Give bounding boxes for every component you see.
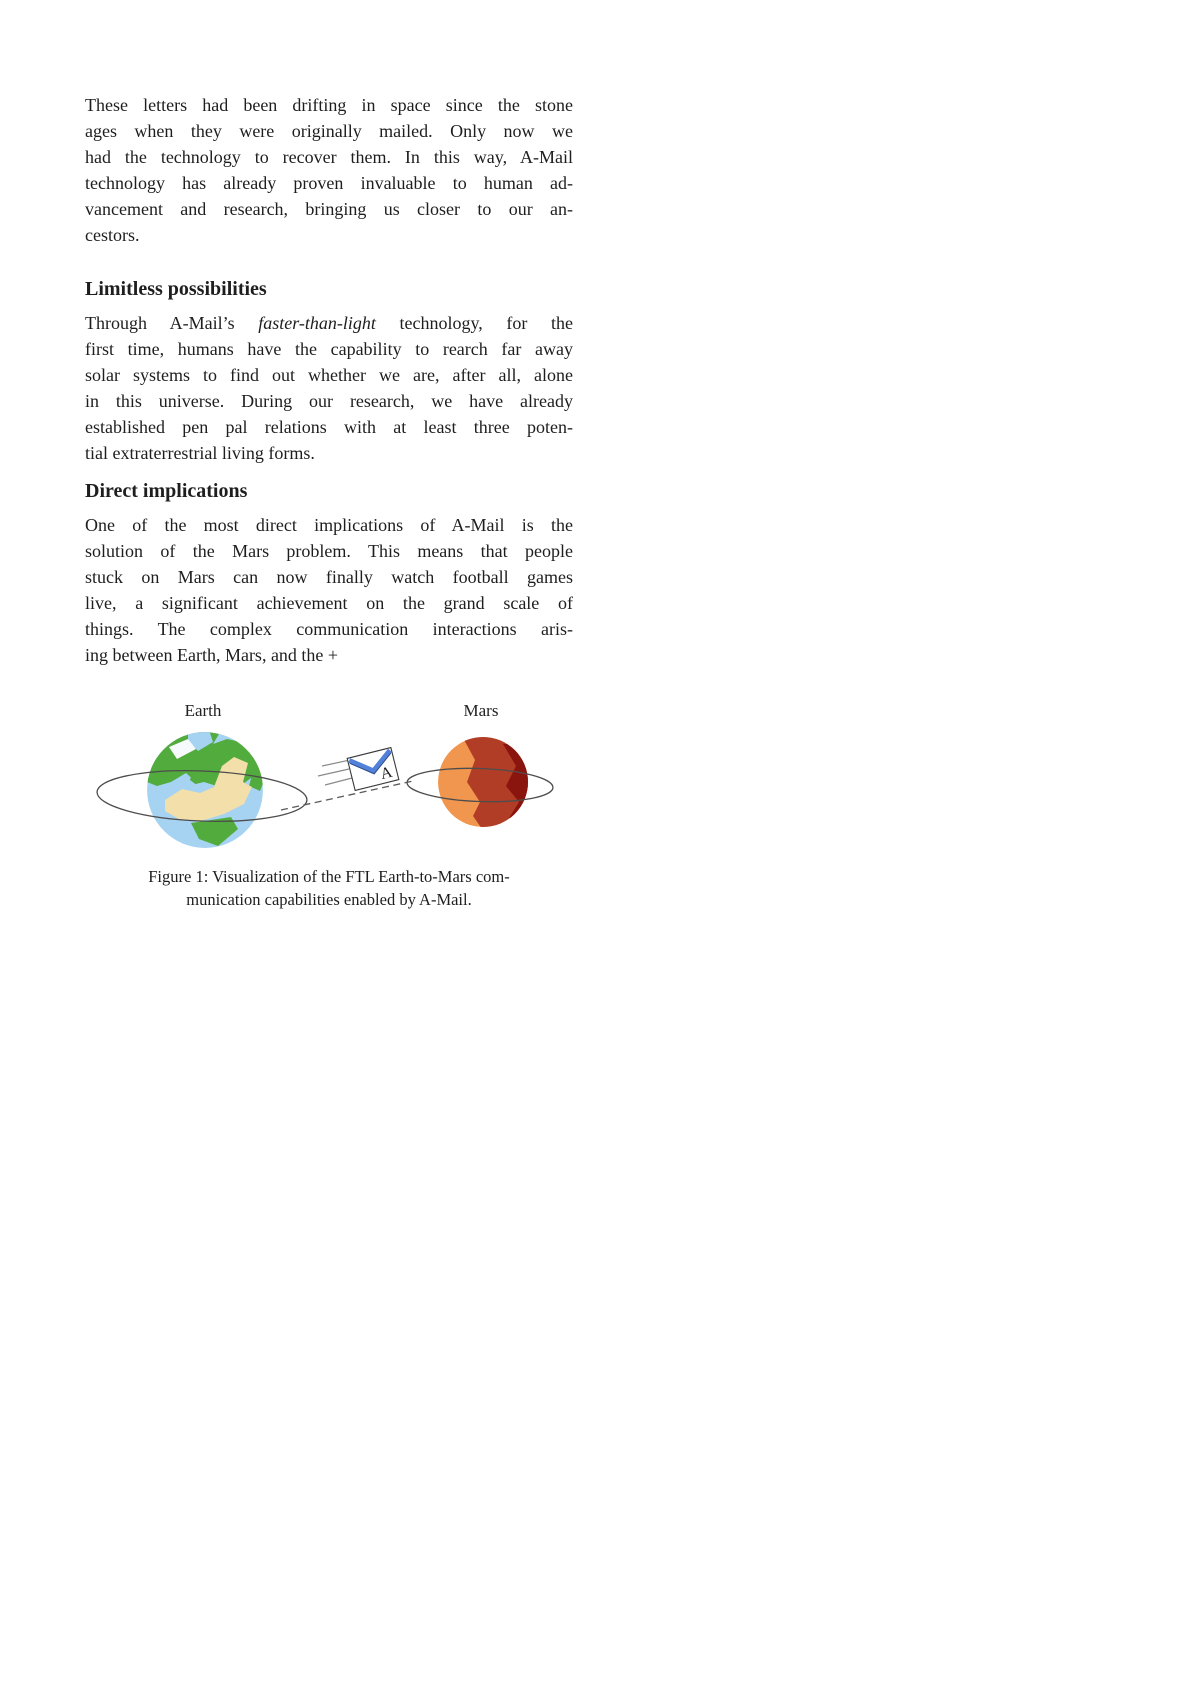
body-line: solution of the Mars problem. This means that people — [85, 541, 573, 561]
body-line: things. The complex communication interactions aris- — [85, 619, 573, 639]
body-line: had the technology to recover them. In this way, A-Mail — [85, 147, 573, 167]
body-line: live, a significant achievement on the grand scale of — [85, 593, 573, 613]
body-line: established pen pal relations with at least three poten- — [85, 417, 573, 437]
speed-lines-icon — [318, 760, 352, 785]
caption-line: Figure 1: Visualization of the FTL Earth-to-Mars com- — [148, 867, 510, 886]
trajectory-dashed-line — [281, 781, 413, 810]
italic-term: faster-than-light — [258, 313, 376, 333]
figure-caption — [85, 865, 573, 911]
body-line: One of the most direct implications of A-Mail is the — [85, 515, 573, 535]
earth-globe — [147, 727, 266, 848]
body-text: Through A-Mail’s — [85, 313, 259, 333]
heading-limitless-possibilities: Limitless possibilities — [85, 278, 267, 300]
body-line: cestors. — [85, 225, 140, 245]
intro-paragraph — [85, 92, 573, 248]
article-column — [85, 92, 573, 668]
body-line: in this universe. During our research, we have already — [85, 391, 573, 411]
mars-globe — [438, 736, 530, 829]
body-line: solar systems to find out whether we are, after all, alone — [85, 365, 573, 385]
limitless-paragraph — [85, 310, 573, 466]
body-line: vancement and research, bringing us closer to our an- — [85, 199, 573, 219]
envelope-letter: A — [378, 763, 395, 784]
figure-1 — [85, 690, 573, 911]
body-line: first time, humans have the capability to rearch far away — [85, 339, 573, 359]
body-line: technology has already proven invaluable to human ad- — [85, 173, 573, 193]
figure-1-illustration — [85, 690, 555, 865]
direct-paragraph — [85, 512, 573, 668]
earth-label: Earth — [184, 701, 222, 720]
body-line: tial extraterrestrial living forms. — [85, 443, 315, 463]
body-line: ing between Earth, Mars, and the + — [85, 645, 339, 665]
body-line: stuck on Mars can now finally watch football games — [85, 567, 573, 587]
body-line: These letters had been drifting in space since the stone — [85, 95, 573, 115]
caption-line: munication capabilities enabled by A-Mail. — [186, 890, 472, 909]
body-text: technology, for the — [375, 313, 573, 333]
envelope-icon — [347, 748, 399, 791]
heading-direct-implications: Direct implications — [85, 480, 248, 502]
mars-label: Mars — [463, 701, 499, 720]
body-line — [85, 310, 573, 336]
body-line: ages when they were originally mailed. Only now we — [85, 121, 573, 141]
